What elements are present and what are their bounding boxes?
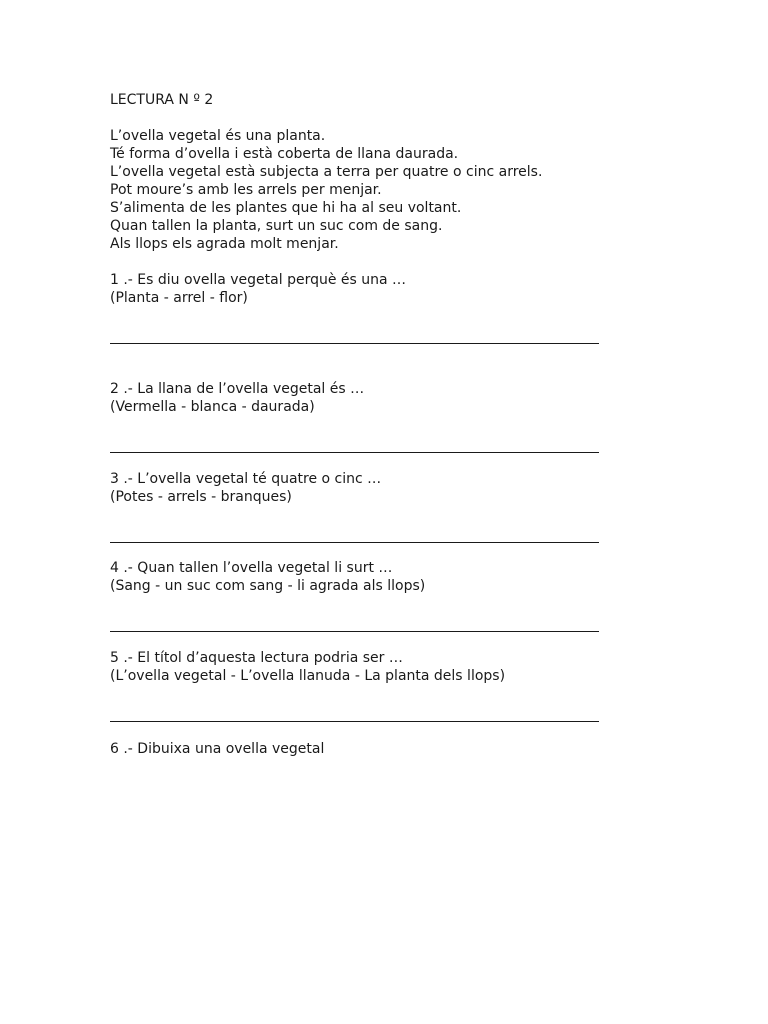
question-2 bbox=[110, 380, 600, 416]
drawing-prompt: 6 .- Dibuixa una ovella vegetal bbox=[110, 741, 325, 757]
page-title: LECTURA N º 2 bbox=[110, 92, 214, 108]
question-text: 2 .- La llana de l’ovella vegetal és … bbox=[110, 381, 365, 397]
question-text: 4 .- Quan tallen l’ovella vegetal li surt … bbox=[110, 560, 393, 576]
reading-line: L’ovella vegetal està subjecta a terra per quatre o cinc arrels. bbox=[110, 164, 543, 180]
reading-line: Té forma d’ovella i està coberta de llana daurada. bbox=[110, 146, 459, 162]
question-text: 3 .- L’ovella vegetal té quatre o cinc … bbox=[110, 471, 382, 487]
question-options: (L’ovella vegetal - L’ovella llanuda - La planta dels llops) bbox=[110, 668, 506, 684]
answer-line-2[interactable] bbox=[110, 452, 599, 453]
question-3 bbox=[110, 470, 600, 506]
reading-line: L’ovella vegetal és una planta. bbox=[110, 128, 326, 144]
reading-line: S’alimenta de les plantes que hi ha al seu voltant. bbox=[110, 200, 462, 216]
question-options: (Sang - un suc com sang - li agrada als llops) bbox=[110, 578, 426, 594]
reading-line: Pot moure’s amb les arrels per menjar. bbox=[110, 182, 382, 198]
reading-line: Als llops els agrada molt menjar. bbox=[110, 236, 339, 252]
question-text: 1 .- Es diu ovella vegetal perquè és una … bbox=[110, 272, 407, 288]
worksheet bbox=[110, 91, 610, 253]
answer-line-5[interactable] bbox=[110, 721, 599, 722]
reading-line: Quan tallen la planta, surt un suc com de sang. bbox=[110, 218, 443, 234]
question-5 bbox=[110, 649, 600, 685]
answer-line-3[interactable] bbox=[110, 542, 599, 543]
answer-line-4[interactable] bbox=[110, 631, 599, 632]
question-text: 5 .- El títol d’aquesta lectura podria ser … bbox=[110, 650, 403, 666]
question-options: (Vermella - blanca - daurada) bbox=[110, 399, 315, 415]
reading-text bbox=[110, 127, 610, 253]
question-1 bbox=[110, 271, 600, 307]
question-options: (Planta - arrel - flor) bbox=[110, 290, 248, 306]
question-4 bbox=[110, 559, 600, 595]
answer-line-1[interactable] bbox=[110, 343, 599, 344]
question-options: (Potes - arrels - branques) bbox=[110, 489, 292, 505]
